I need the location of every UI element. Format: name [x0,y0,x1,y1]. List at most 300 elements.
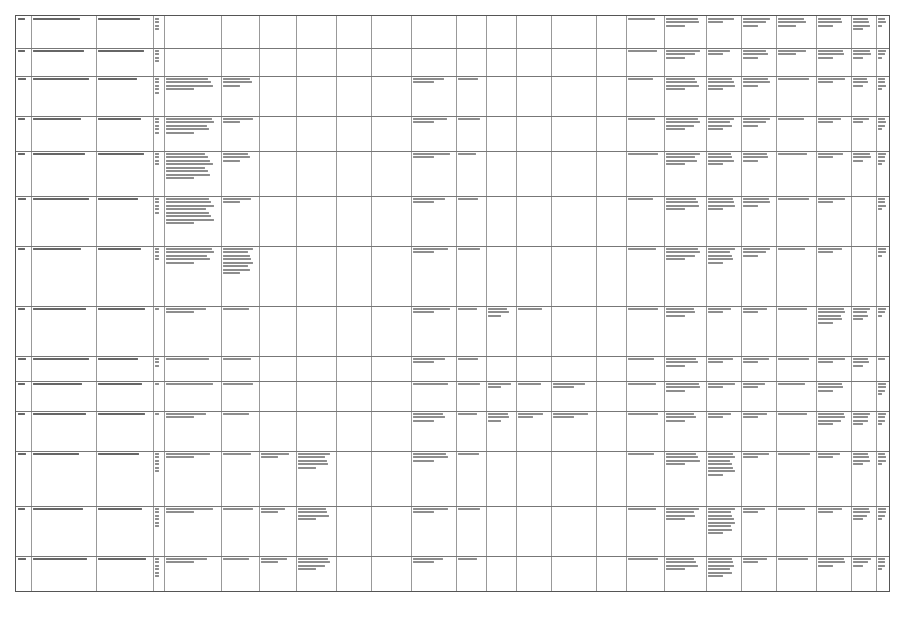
illegible-text-line [18,118,25,120]
illegible-text-line [708,85,735,87]
illegible-text-line [166,212,209,214]
table-cell [97,248,151,304]
illegible-text-line [818,198,845,200]
illegible-text-line [166,453,210,455]
illegible-text-line [666,390,685,392]
table-cell [17,558,29,591]
illegible-text-line [708,201,734,203]
table-row [16,246,889,306]
illegible-text-line [166,248,212,250]
illegible-text-line [223,262,253,264]
table-cell [777,50,814,74]
table-cell [222,198,257,244]
table-cell [32,558,94,591]
illegible-text-line [878,558,885,560]
illegible-text-line [33,248,81,250]
table-cell [742,358,774,379]
illegible-text-line [878,423,882,425]
illegible-text-line [98,18,140,20]
illegible-text-line [666,57,685,59]
illegible-text-line [743,121,766,123]
illegible-text-line [98,508,142,510]
table-cell [552,383,594,409]
table-cell [707,413,739,449]
table-cell [412,558,454,591]
illegible-text-line [743,198,769,200]
illegible-text-line [413,118,447,120]
illegible-text-line [33,508,83,510]
table-cell [707,248,739,304]
table-cell [17,78,29,114]
illegible-text-line [666,416,696,418]
illegible-text-line [166,456,194,458]
illegible-text-line [155,163,159,165]
illegible-text-line [413,558,443,560]
illegible-text-line [708,311,723,313]
table-cell [412,383,454,409]
illegible-text-line [853,511,870,513]
illegible-text-line [223,453,251,455]
illegible-text-line [223,308,249,310]
table-cell [165,78,219,114]
illegible-text-line [628,118,655,120]
table-cell [627,118,662,149]
table-cell [222,118,257,149]
illegible-text-line [666,125,694,127]
table-cell [32,453,94,504]
illegible-text-line [155,575,159,577]
illegible-text-line [708,561,733,563]
illegible-text-line [166,121,214,123]
illegible-text-line [155,470,159,472]
table-cell [707,50,739,74]
illegible-text-line [666,561,696,563]
illegible-text-line [708,361,723,363]
illegible-text-line [708,53,723,55]
illegible-text-line [878,85,886,87]
illegible-text-line [223,255,250,257]
illegible-text-line [818,57,833,59]
illegible-text-line [743,251,766,253]
illegible-text-line [743,118,770,120]
illegible-text-line [18,198,26,200]
table-cell [665,50,704,74]
table-cell [627,358,662,379]
table-cell [297,558,334,591]
table-cell [852,413,874,449]
table-cell [165,453,219,504]
illegible-text-line [666,315,685,317]
illegible-text-line [458,308,477,310]
illegible-text-line [853,518,863,520]
illegible-text-line [666,515,695,517]
table-cell [457,78,484,114]
illegible-text-line [708,163,723,165]
illegible-text-line [878,156,885,158]
illegible-text-line [708,565,734,567]
table-cell [517,308,549,354]
illegible-text-line [628,413,658,415]
illegible-text-line [666,201,698,203]
illegible-text-line [708,251,730,253]
illegible-text-line [743,361,758,363]
table-cell [627,18,662,46]
illegible-text-line [413,511,434,513]
illegible-text-line [155,463,159,465]
illegible-text-line [155,558,159,560]
illegible-text-line [743,153,767,155]
illegible-text-line [155,25,159,27]
illegible-text-line [743,511,758,513]
illegible-text-line [743,453,769,455]
illegible-text-line [155,568,159,570]
table-cell [412,153,454,194]
table-cell [222,78,257,114]
table-cell [852,50,874,74]
table-cell [222,153,257,194]
illegible-text-line [666,21,699,23]
illegible-text-line [413,81,434,83]
illegible-text-line [818,248,842,250]
table-cell [154,308,162,354]
illegible-text-line [853,365,863,367]
table-row [16,556,889,593]
illegible-text-line [818,390,833,392]
illegible-text-line [628,308,658,310]
table-cell [877,198,889,244]
illegible-text-line [98,78,137,80]
table-cell [165,508,219,554]
table-cell [777,308,814,354]
illegible-text-line [488,383,511,385]
illegible-text-line [708,198,733,200]
illegible-text-line [413,508,448,510]
table-cell [852,118,874,149]
table-cell [852,558,874,591]
table-cell [154,558,162,591]
table-cell [817,78,849,114]
illegible-text-line [778,25,796,27]
illegible-text-line [878,515,885,517]
illegible-text-line [778,558,808,560]
table-cell [707,78,739,114]
illegible-text-line [666,85,699,87]
illegible-text-line [155,508,159,510]
table-cell [154,118,162,149]
illegible-text-line [708,262,723,264]
illegible-text-line [778,21,806,23]
illegible-text-line [853,361,869,363]
illegible-text-line [155,92,159,94]
illegible-text-line [878,456,886,458]
illegible-text-line [708,470,735,472]
illegible-text-line [708,474,723,476]
illegible-text-line [878,251,886,253]
illegible-text-line [853,416,868,418]
table-cell [877,413,889,449]
illegible-text-line [743,18,770,20]
illegible-text-line [166,251,214,253]
table-cell [665,78,704,114]
table-cell [777,248,814,304]
illegible-text-line [853,311,867,313]
illegible-text-line [878,201,885,203]
illegible-text-line [878,390,885,392]
table-cell [97,18,151,46]
illegible-text-line [853,57,863,59]
illegible-text-line [853,318,863,320]
illegible-text-line [878,198,885,200]
illegible-text-line [628,508,656,510]
illegible-text-line [878,416,885,418]
table-cell [665,383,704,409]
illegible-text-line [878,315,882,317]
illegible-text-line [98,383,142,385]
illegible-text-line [413,248,448,250]
illegible-text-line [155,456,159,458]
table-cell [412,198,454,244]
illegible-text-line [878,21,886,23]
illegible-text-line [666,463,685,465]
illegible-text-line [155,50,159,52]
table-cell [742,153,774,194]
illegible-text-line [666,160,697,162]
illegible-text-line [818,308,844,310]
table-cell [457,308,484,354]
illegible-text-line [18,358,26,360]
illegible-text-line [155,208,159,210]
illegible-text-line [166,132,194,134]
table-cell [154,508,162,554]
table-cell [260,453,294,504]
table-cell [665,198,704,244]
illegible-text-line [413,460,434,462]
illegible-text-line [708,308,731,310]
table-cell [877,248,889,304]
illegible-text-line [488,315,501,317]
illegible-text-line [853,420,868,422]
illegible-text-line [878,18,885,20]
table-cell [97,198,151,244]
illegible-text-line [708,255,732,257]
illegible-text-line [166,558,207,560]
illegible-text-line [853,160,863,162]
illegible-text-line [853,561,868,563]
illegible-text-line [155,255,159,257]
illegible-text-line [155,358,159,360]
table-cell [627,558,662,591]
illegible-text-line [708,515,732,517]
table-cell [877,18,889,46]
illegible-text-line [853,118,869,120]
table-cell [32,308,94,354]
illegible-text-line [666,413,694,415]
illegible-text-line [18,78,26,80]
illegible-text-line [166,255,207,257]
table-cell [32,198,94,244]
table-cell [742,118,774,149]
illegible-text-line [853,460,870,462]
illegible-text-line [778,413,807,415]
table-cell [817,50,849,74]
illegible-text-line [708,18,734,20]
table-cell [32,153,94,194]
illegible-text-line [666,208,685,210]
table-cell [665,453,704,504]
table-row [16,356,889,381]
illegible-text-line [298,515,329,517]
illegible-text-line [743,456,758,458]
table-cell [777,508,814,554]
illegible-text-line [166,511,194,513]
table-cell [817,198,849,244]
illegible-text-line [223,413,249,415]
illegible-text-line [261,453,289,455]
table-cell [412,78,454,114]
illegible-text-line [18,18,25,20]
table-cell [742,198,774,244]
table-cell [17,248,29,304]
illegible-text-line [778,248,805,250]
illegible-text-line [166,153,205,155]
table-cell [165,118,219,149]
illegible-text-line [98,453,139,455]
illegible-text-line [166,311,194,313]
illegible-text-line [33,358,89,360]
table-cell [222,383,257,409]
illegible-text-line [155,518,159,520]
illegible-text-line [155,78,159,80]
illegible-text-line [878,78,885,80]
table-cell [852,78,874,114]
table-cell [165,383,219,409]
illegible-text-line [778,198,809,200]
illegible-text-line [708,460,730,462]
illegible-text-line [666,255,695,257]
illegible-text-line [166,125,207,127]
illegible-text-line [853,156,871,158]
illegible-text-line [708,386,723,388]
table-cell [742,50,774,74]
illegible-text-line [413,308,450,310]
illegible-text-line [778,453,810,455]
illegible-text-line [666,163,685,165]
illegible-text-line [458,198,478,200]
illegible-text-line [708,558,732,560]
illegible-text-line [743,255,758,257]
illegible-text-line [853,50,870,52]
illegible-text-line [166,160,210,162]
illegible-text-line [628,453,654,455]
table-cell [97,78,151,114]
illegible-text-line [878,508,886,510]
illegible-text-line [853,81,868,83]
illegible-text-line [878,121,886,123]
illegible-text-line [708,383,735,385]
illegible-text-line [708,456,735,458]
illegible-text-line [778,358,809,360]
illegible-text-line [518,308,542,310]
illegible-text-line [298,558,328,560]
table-cell [32,50,94,74]
table-cell [32,118,94,149]
illegible-text-line [298,456,325,458]
illegible-text-line [155,18,159,20]
illegible-text-line [666,358,696,360]
table-cell [707,308,739,354]
table-cell [17,153,29,194]
table-row [16,506,889,556]
illegible-text-line [743,156,768,158]
illegible-text-line [155,81,159,83]
table-cell [627,50,662,74]
illegible-text-line [553,383,585,385]
illegible-text-line [413,361,434,363]
illegible-text-line [666,251,700,253]
illegible-text-line [488,311,509,313]
illegible-text-line [666,205,699,207]
illegible-text-line [458,153,476,155]
illegible-text-line [458,558,477,560]
table-cell [97,453,151,504]
table-cell [665,18,704,46]
illegible-text-line [878,565,885,567]
illegible-text-line [33,153,85,155]
table-cell [17,383,29,409]
illegible-text-line [878,25,882,27]
illegible-text-line [33,558,87,560]
table-cell [665,358,704,379]
illegible-text-line [853,565,863,567]
illegible-text-line [155,525,159,527]
scanned-table [15,15,890,592]
illegible-text-line [878,383,886,385]
table-cell [97,413,151,449]
table-cell [32,248,94,304]
illegible-text-line [878,53,885,55]
illegible-text-line [155,365,159,367]
table-cell [487,308,514,354]
table-cell [222,558,257,591]
illegible-text-line [223,269,250,271]
table-cell [777,358,814,379]
illegible-text-line [853,25,870,27]
illegible-text-line [518,416,533,418]
table-cell [32,358,94,379]
illegible-text-line [166,163,213,165]
table-cell [627,78,662,114]
illegible-text-line [413,453,446,455]
illegible-text-line [223,558,249,560]
illegible-text-line [666,565,698,567]
illegible-text-line [708,453,733,455]
illegible-text-line [155,201,159,203]
illegible-text-line [628,358,654,360]
illegible-text-line [628,383,656,385]
illegible-text-line [853,308,870,310]
table-cell [165,413,219,449]
illegible-text-line [818,420,841,422]
illegible-text-line [666,153,700,155]
illegible-text-line [166,128,209,130]
illegible-text-line [166,170,208,172]
illegible-text-line [708,50,730,52]
illegible-text-line [413,156,434,158]
illegible-text-line [743,57,758,59]
illegible-text-line [166,78,208,80]
illegible-text-line [778,118,804,120]
illegible-text-line [413,311,434,313]
